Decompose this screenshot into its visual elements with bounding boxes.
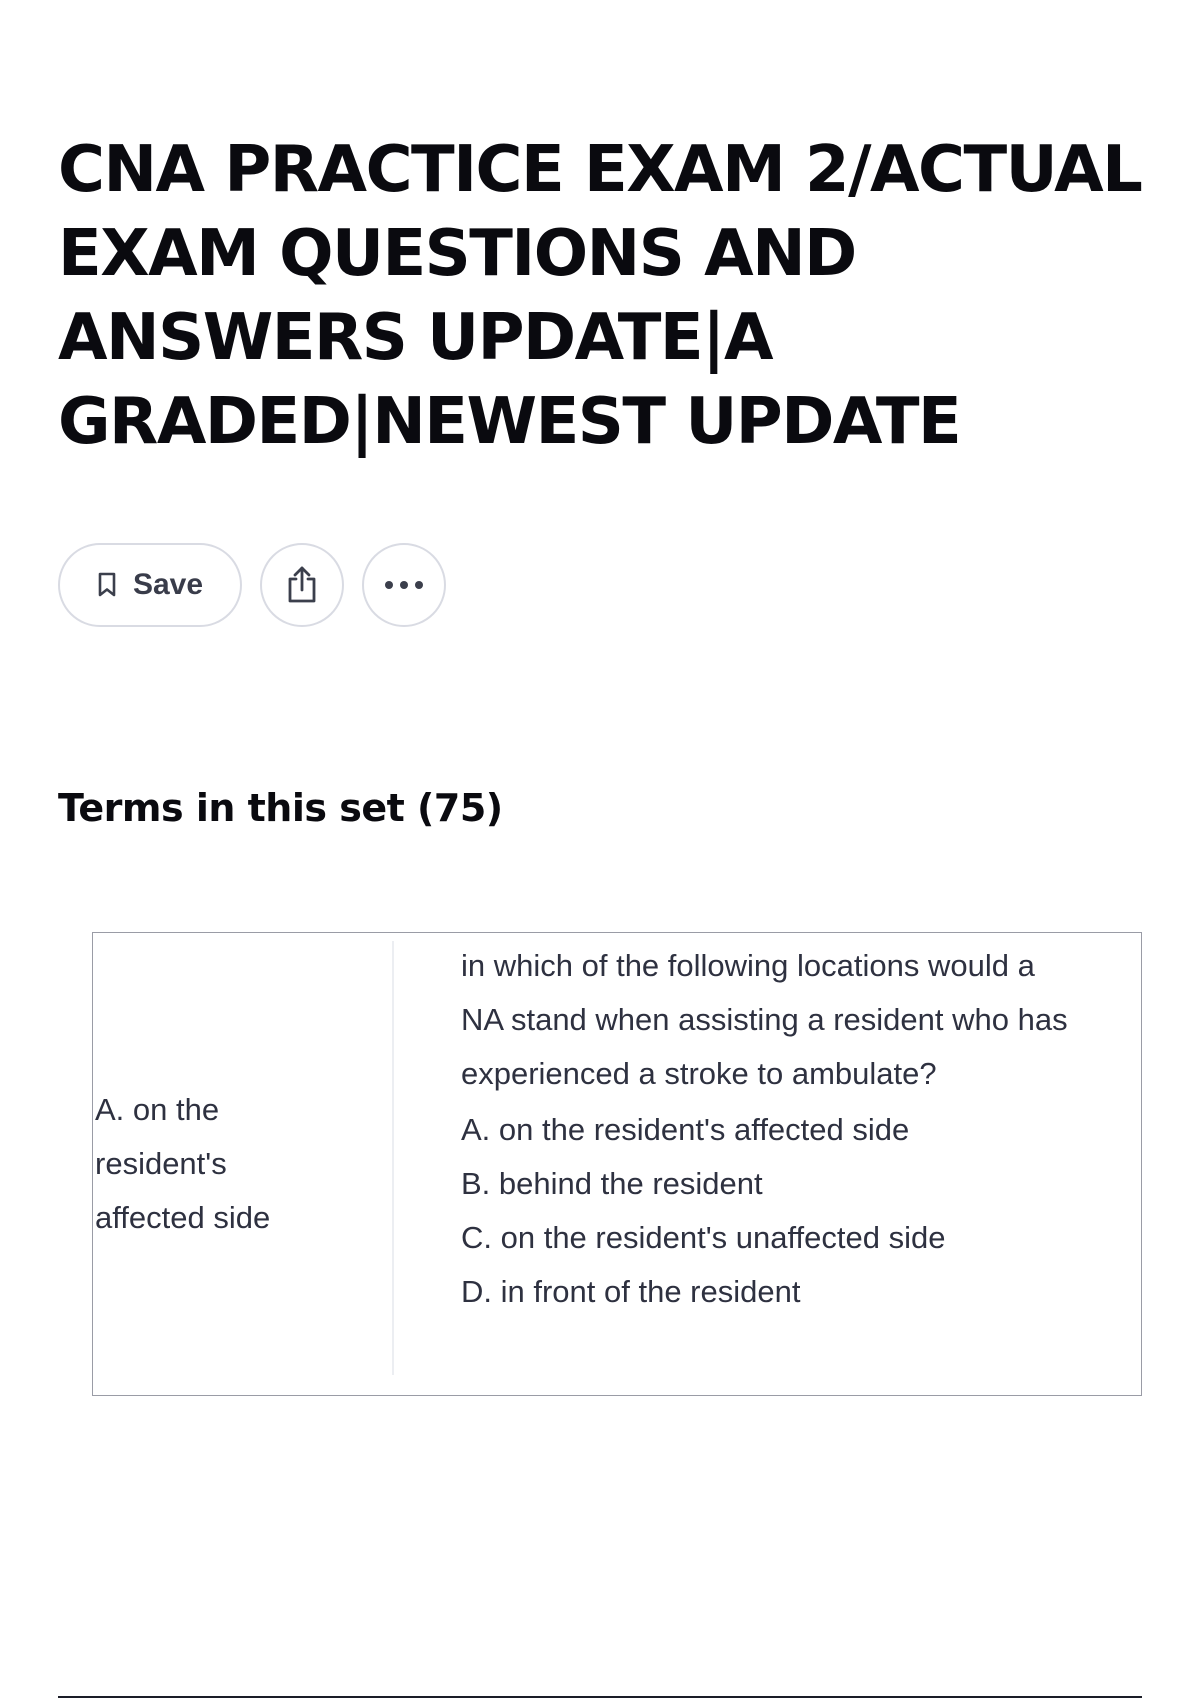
definition-column [461, 939, 1081, 1319]
action-bar [58, 543, 446, 627]
more-options-button[interactable] [362, 543, 446, 627]
term-divider [392, 941, 394, 1375]
bottom-divider [58, 1696, 1142, 1698]
page-title: CNA PRACTICE EXAM 2/ACTUAL EXAM QUESTIONS AND ANSWERS UPDATE|A GRADED|NEWEST UPDATE [58, 133, 1142, 459]
definition-option: A. on the resident's affected side [461, 1112, 910, 1147]
definition-option: D. in front of the resident [461, 1274, 801, 1309]
save-label: Save [132, 568, 204, 601]
share-icon [284, 565, 320, 605]
terms-heading: Terms in this set (75) [58, 786, 503, 830]
term-card [92, 932, 1142, 1396]
term-column [93, 933, 393, 1395]
definition-option: B. behind the resident [461, 1166, 763, 1201]
share-button[interactable] [260, 543, 344, 627]
definition-question: in which of the following locations would a NA stand when assisting a resident who has experienced a stroke to ambulate? [461, 948, 1068, 1091]
bookmark-icon [97, 572, 117, 598]
definition-option: C. on the resident's unaffected side [461, 1220, 946, 1255]
save-button[interactable] [58, 543, 242, 627]
term-text: A. on the resident's affected side [95, 1092, 271, 1235]
more-horizontal-icon [384, 580, 424, 590]
